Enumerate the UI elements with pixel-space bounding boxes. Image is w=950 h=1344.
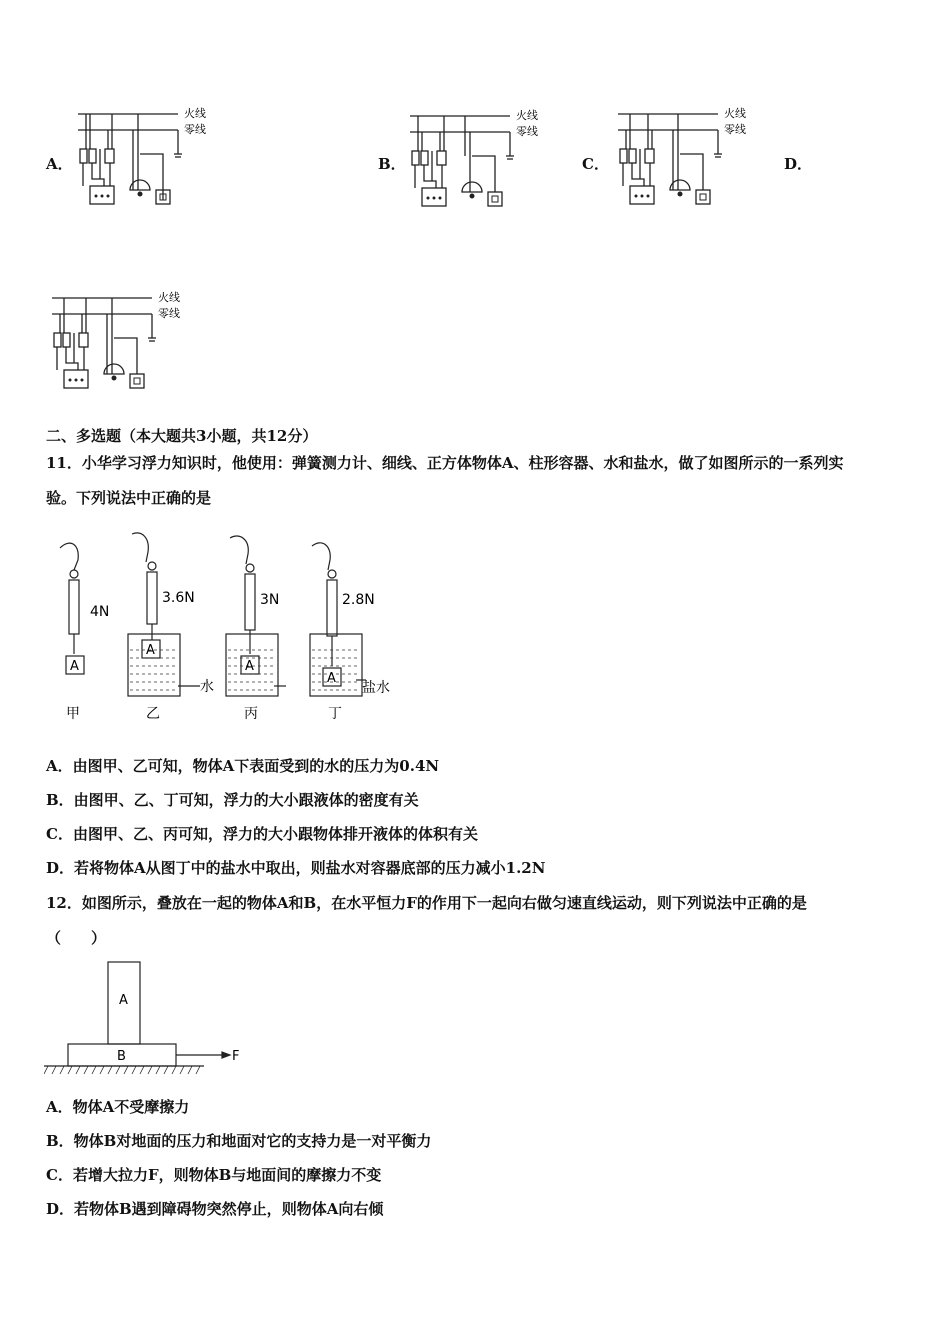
caption-bing: 丙 [244, 706, 258, 722]
reading-bing: 3N [260, 592, 280, 608]
q11-option-c: C．由图甲、乙、丙可知，浮力的大小跟物体排开液体的体积有关 [46, 825, 478, 843]
hand-icon [230, 536, 248, 564]
object-label: A [245, 659, 254, 674]
reading-ding: 2.8N [342, 592, 375, 608]
neutral-wire-label: 零线 [184, 123, 206, 136]
q12-option-a: A．物体A不受摩擦力 [46, 1098, 190, 1116]
q12-text-line1: 12．如图所示，叠放在一起的物体A和B，在水平恒力F的作用下一起向右做匀速直线运动，则下列说法中正确的是 [46, 894, 807, 912]
q10-option-d-label: D． [784, 155, 813, 173]
reading-jia: 4N [90, 604, 110, 620]
water-label: 水 [200, 679, 214, 695]
live-wire-label: 火线 [184, 107, 206, 120]
reading-yi: 3.6N [162, 590, 195, 606]
q10-option-a-label: A． [46, 155, 73, 173]
section-heading: 二、多选题（本大题共3小题，共12分） [46, 427, 318, 445]
hand-icon [132, 533, 148, 562]
block-b-label: B [117, 1049, 126, 1064]
live-wire-label: 火线 [516, 109, 538, 122]
caption-ding: 丁 [328, 706, 342, 722]
q12-option-b: B．物体B对地面的压力和地面对它的支持力是一对平衡力 [46, 1132, 432, 1150]
hand-icon [312, 543, 330, 570]
neutral-wire-label: 零线 [516, 125, 538, 138]
salt-water-label: 盐水 [362, 680, 390, 696]
neutral-wire-label: 零线 [158, 307, 180, 320]
q12-option-c: C．若增大拉力F，则物体B与地面间的摩擦力不变 [46, 1166, 382, 1184]
circuit-diagram-b [410, 106, 550, 210]
q12-option-d: D．若物体B遇到障碍物突然停止，则物体A向右倾 [46, 1200, 384, 1218]
q10-option-c-label: C． [582, 155, 609, 173]
caption-yi: 乙 [146, 706, 160, 722]
object-label: A [327, 671, 336, 686]
stacked-blocks-figure [44, 958, 254, 1082]
block-a-label: A [119, 993, 128, 1008]
circuit-diagram-a [78, 104, 218, 208]
force-label: F [232, 1049, 240, 1064]
caption-jia: 甲 [66, 706, 80, 722]
q10-option-b-label: B． [378, 155, 406, 173]
circuit-diagram-d [52, 288, 192, 392]
q11-option-d: D．若将物体A从图丁中的盐水中取出，则盐水对容器底部的压力减小1.2N [46, 859, 546, 877]
circuit-diagram-c [618, 104, 758, 208]
q11-option-b: B．由图甲、乙、丁可知，浮力的大小跟液体的密度有关 [46, 791, 419, 809]
neutral-wire-label: 零线 [724, 123, 746, 136]
q12-text-line2: （ ） [46, 929, 107, 947]
q11-option-a: A．由图甲、乙可知，物体A下表面受到的水的压力为0.4N [46, 757, 440, 775]
q11-text-line1: 11．小华学习浮力知识时，他使用：弹簧测力计、细线、正方体物体A、柱形容器、水和盐水，做了如图所示的一系列实 [46, 454, 844, 472]
object-label: A [146, 643, 155, 658]
buoyancy-experiment-figure [50, 530, 410, 726]
live-wire-label: 火线 [724, 107, 746, 120]
object-label: A [70, 659, 79, 674]
hand-icon [60, 543, 78, 570]
live-wire-label: 火线 [158, 291, 180, 304]
q11-text-line2: 验。下列说法中正确的是 [46, 489, 212, 507]
